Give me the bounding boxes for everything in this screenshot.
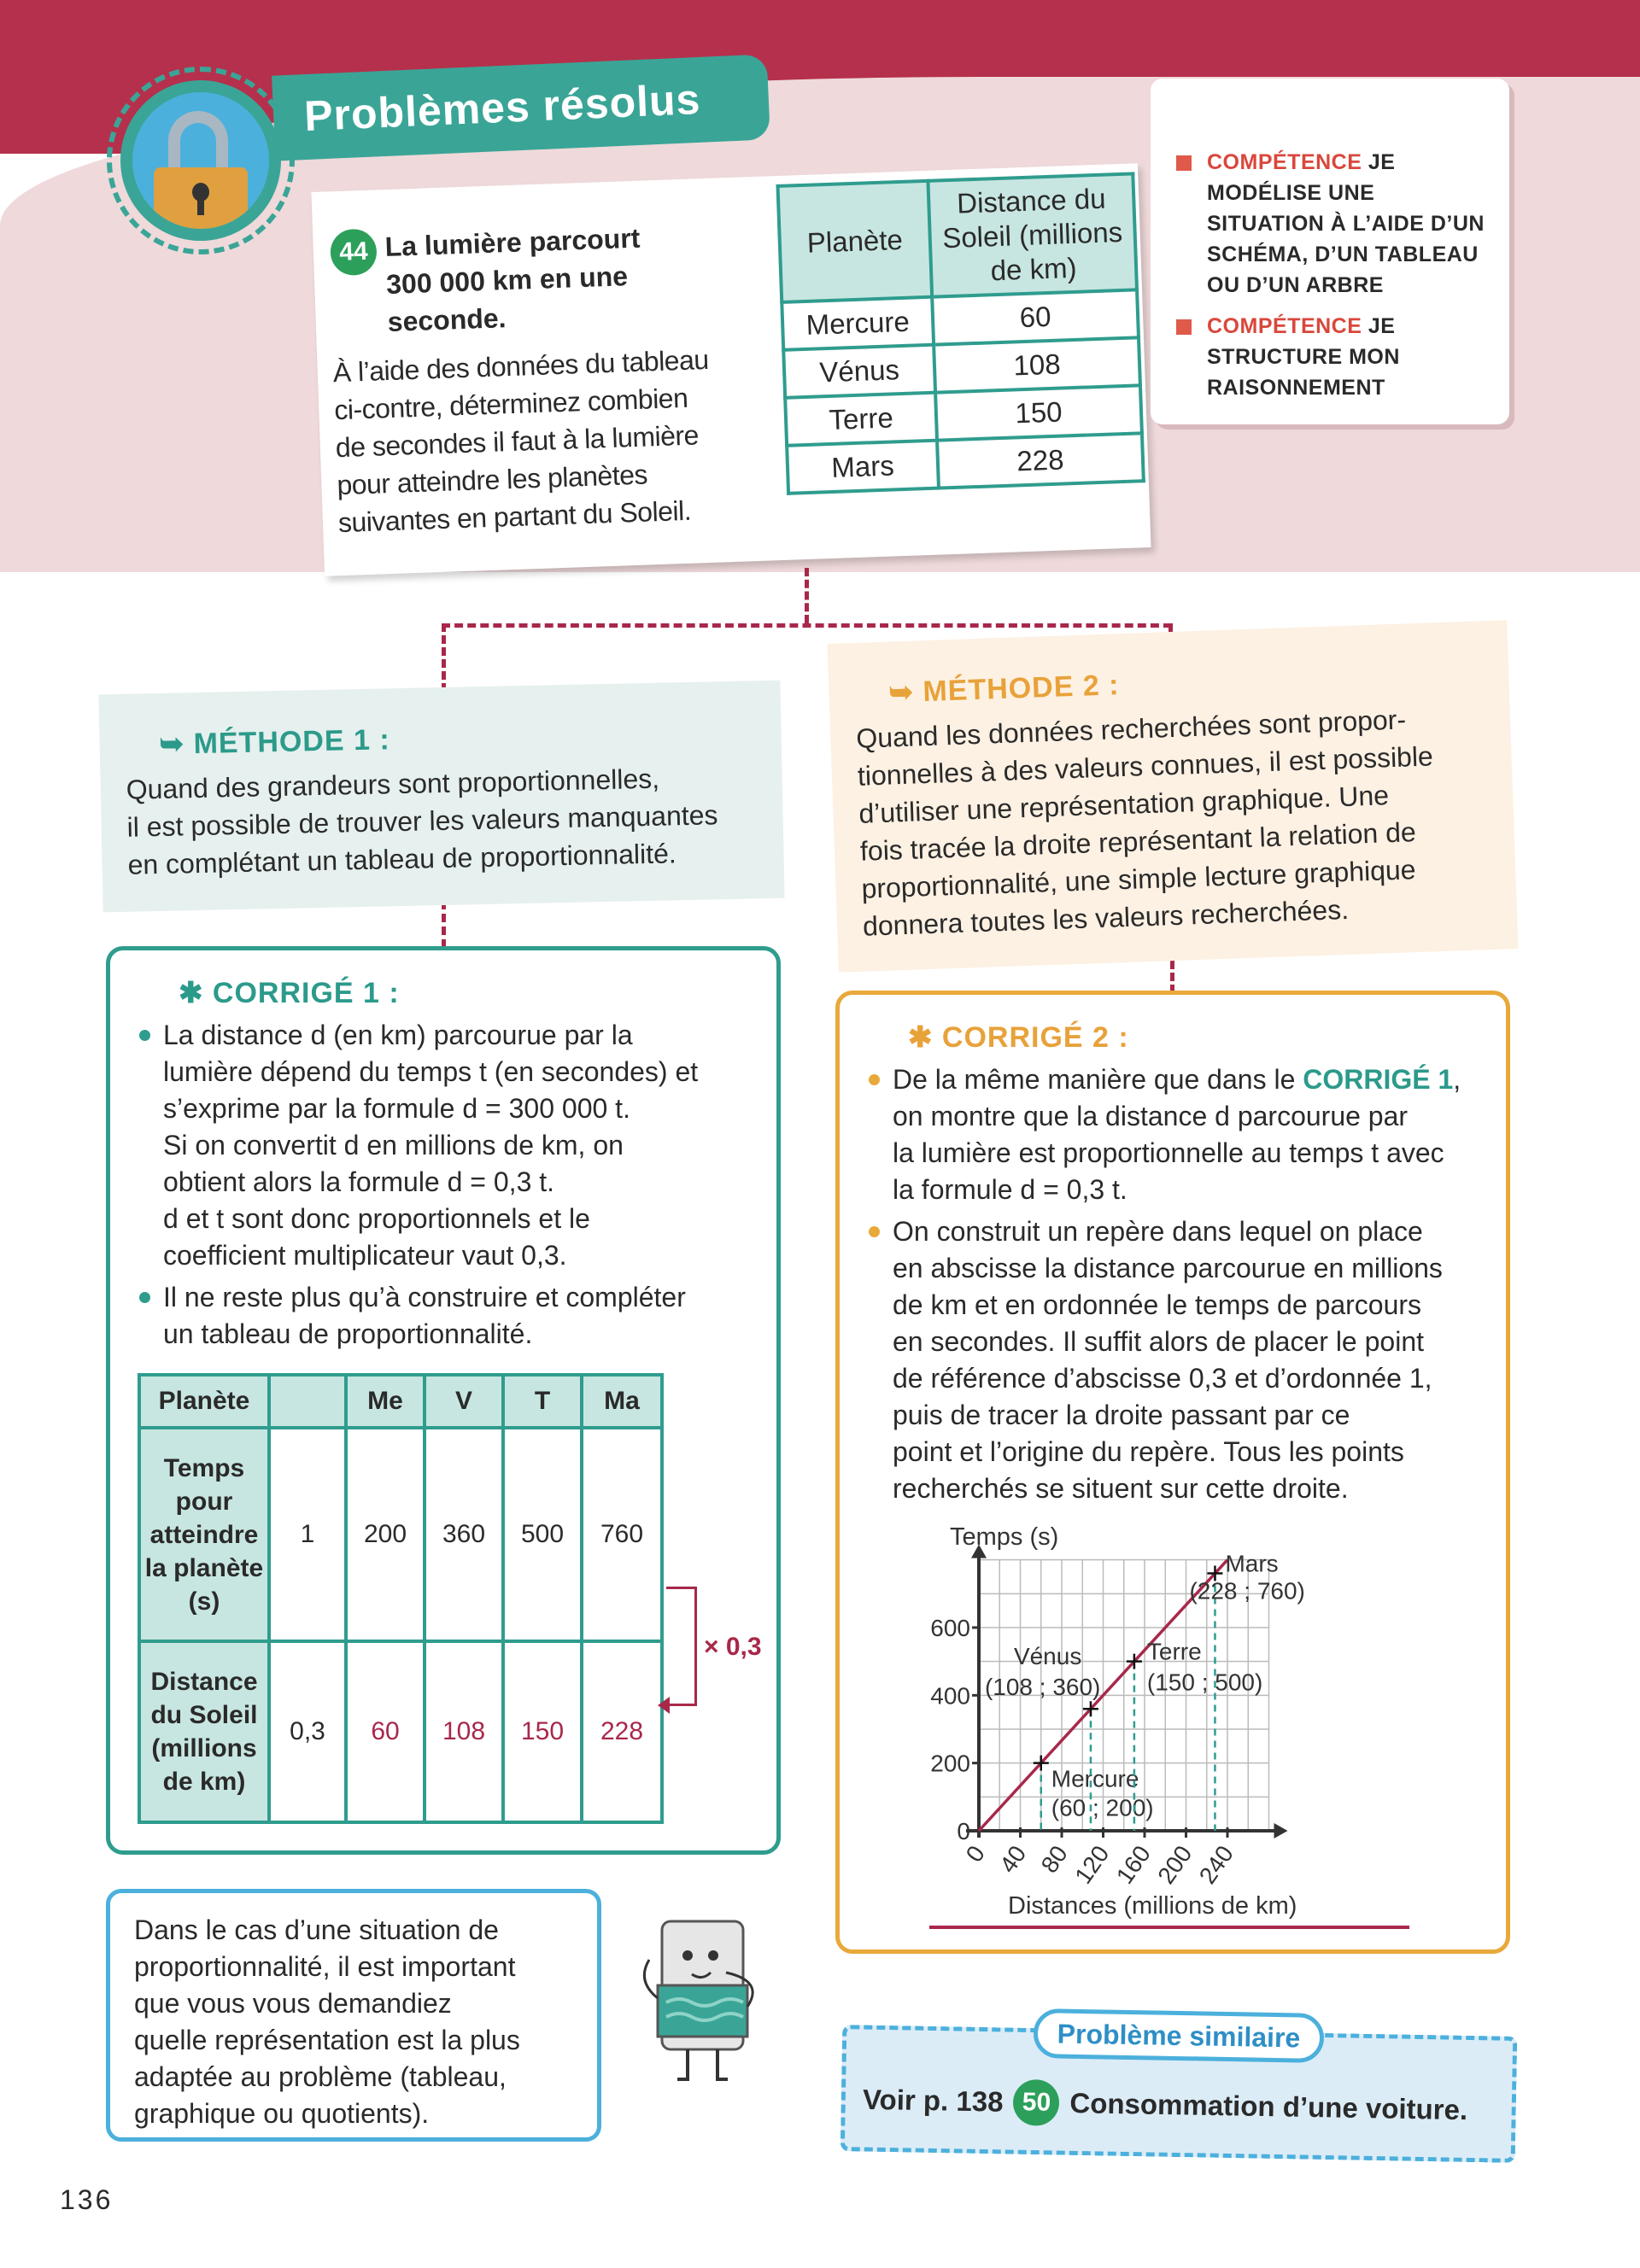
table-row <box>139 1428 662 1641</box>
text: , <box>1453 1064 1461 1095</box>
text-line: il est possible de trouver les valeurs manquantes <box>126 799 718 843</box>
x-axis-label: Distances (millions de km) <box>1008 1892 1297 1920</box>
text-line: on montre que la distance d parcourue par <box>893 1101 1409 1131</box>
text-line: Quand les données recherchées sont propor- <box>855 704 1407 754</box>
methode-2-title: ➥ MÉTHODE 2 : <box>887 669 1121 710</box>
table-header: Planète <box>778 181 933 302</box>
point-name: Mercure <box>1051 1765 1139 1792</box>
text-line: proportionnalité, une simple lecture graphique <box>860 854 1417 904</box>
competence-text: JE MODÉLISE UNE SITUATION À L’AIDE D’UN SCHÉMA, D’UN TABLEAU OU D’UN ARBRE <box>1207 150 1485 297</box>
x-tick-label: 200 <box>1152 1840 1198 1889</box>
text-line: point et l’origine du repère. Tous les points <box>893 1436 1404 1467</box>
cell: Vénus <box>783 345 935 398</box>
cell: 760 <box>582 1428 662 1641</box>
point-name: Terre <box>1146 1638 1202 1665</box>
text-line: La distance d (en km) parcourue par la <box>163 1020 633 1050</box>
y-axis-label: Temps (s) <box>950 1523 1059 1551</box>
text-line: d et t sont donc proportionnels et le <box>163 1203 590 1234</box>
corrige-reference: CORRIGÉ 1 <box>1303 1064 1454 1095</box>
text-line: proportionnalité, il est important <box>134 1951 516 1982</box>
problem-heading <box>330 218 675 342</box>
eraser-mascot-icon <box>632 1913 769 2109</box>
cell: 228 <box>937 433 1144 488</box>
x-tick-label: 240 <box>1193 1840 1239 1889</box>
methode-2-box <box>828 620 1519 973</box>
connector <box>805 568 809 623</box>
methode-2-text <box>856 698 1492 945</box>
text-line: Il ne reste plus qu’à construire et compléter <box>163 1282 686 1312</box>
connector <box>442 623 446 692</box>
y-tick-label: 0 <box>957 1818 970 1844</box>
point-name: Vénus <box>1013 1643 1082 1670</box>
text-line: pour atteindre les planètes <box>336 459 648 501</box>
text-line: en abscisse la distance parcourue en millions <box>893 1253 1443 1283</box>
text-line: graphique ou quotients). <box>134 2098 430 2129</box>
table-header: V <box>425 1375 503 1428</box>
competence-key: COMPÉTENCE <box>1207 150 1362 174</box>
x-tick-label: 40 <box>994 1840 1032 1878</box>
point-label: (150 ; 500) <box>1146 1669 1263 1696</box>
text-line: s’exprime par la formule d = 300 000 t. <box>163 1093 630 1124</box>
competence-text: JE STRUCTURE MON RAISONNEMENT <box>1207 314 1400 400</box>
table-header: T <box>503 1375 582 1428</box>
tip-bubble <box>106 1889 601 2142</box>
text-line: Si on convertit d en millions de km, on <box>163 1130 624 1160</box>
cell: 150 <box>935 385 1142 440</box>
point-name: Mars <box>1225 1550 1279 1577</box>
text-line: que vous vous demandiez <box>134 1988 452 2019</box>
text-line: obtient alors la formule d = 0,3 t. <box>163 1166 555 1197</box>
problem-number-badge: 44 <box>330 228 378 276</box>
text-line: de secondes il faut à la lumière <box>335 419 700 464</box>
table-header: Distance du Soleil (millions de km) <box>928 173 1137 296</box>
y-tick-label: 600 <box>930 1615 970 1641</box>
text-line: lumière dépend du temps t (en secondes) et <box>163 1056 699 1087</box>
methode-1-title: ➥ MÉTHODE 1 : <box>159 723 391 761</box>
bullet <box>865 1061 1480 1208</box>
multiplier-label: × 0,3 <box>704 1633 762 1661</box>
cell: 200 <box>346 1428 425 1641</box>
text-line: recherchés se situent sur cette droite. <box>893 1473 1349 1504</box>
corrige-2-title: ✱ CORRIGÉ 2 : <box>908 1021 1129 1054</box>
planet-distance-table <box>776 172 1145 494</box>
text-line: Dans le cas d’une situation de <box>134 1914 499 1945</box>
cell: Mars <box>787 441 939 494</box>
section-title: Problèmes résolus <box>272 54 770 161</box>
connector <box>442 901 446 948</box>
text-line: À l’aide des données du tableau <box>332 343 710 389</box>
bullet <box>136 1279 751 1353</box>
problem-number-badge: 50 <box>1013 2079 1060 2126</box>
x-axis-arrow-icon <box>1274 1823 1288 1838</box>
text-line: en secondes. Il suffit alors de placer le point <box>893 1326 1424 1357</box>
cell: Mercure <box>782 297 934 350</box>
page-number: 136 <box>60 2184 114 2215</box>
text-line: de km et en ordonnée le temps de parcours <box>893 1289 1422 1320</box>
point-label: (108 ; 360) <box>984 1674 1101 1701</box>
cell: 60 <box>346 1641 425 1822</box>
text-line: un tableau de proportionnalité. <box>163 1318 533 1349</box>
problem-text <box>332 338 782 541</box>
text-line: de référence d’abscisse 0,3 et d’ordonnée 1, <box>893 1363 1432 1394</box>
problem-card <box>311 163 1151 576</box>
y-tick-label: 400 <box>930 1682 970 1710</box>
table-row <box>139 1641 662 1822</box>
text-line: en complétant un tableau de proportionnalité. <box>127 838 677 880</box>
heading-line: seconde. <box>387 302 507 337</box>
corrige-1-title: ✱ CORRIGÉ 1 : <box>179 977 400 1009</box>
page-reference: Voir p. 138 <box>862 2083 1004 2118</box>
text-line: tionnelles à des valeurs connues, il est possible <box>857 740 1434 792</box>
competence-box <box>1151 79 1509 424</box>
text-line: coefficient multiplicateur vaut 0,3. <box>163 1240 567 1271</box>
point-label: (60 ; 200) <box>1051 1794 1154 1821</box>
table-header <box>269 1375 346 1428</box>
bullet <box>865 1213 1480 1507</box>
text-line: puis de tracer la droite passant par ce <box>893 1400 1350 1430</box>
cell: 108 <box>934 337 1140 392</box>
heading-line: 300 000 km en une <box>385 260 629 301</box>
cell: 1 <box>269 1428 346 1641</box>
cell: 0,3 <box>269 1641 346 1822</box>
table-header: Planète <box>139 1375 269 1428</box>
methode-1-text <box>126 757 758 883</box>
x-tick-label: 120 <box>1069 1840 1115 1889</box>
text-line: la formule d = 0,3 t. <box>893 1174 1128 1205</box>
text-line: fois tracée la droite représentant la relation de <box>859 816 1417 867</box>
heading-line: La lumière parcourt <box>384 222 641 263</box>
connector <box>1170 961 1174 993</box>
text-line: la lumière est proportionnelle au temps t avec <box>893 1137 1444 1168</box>
cell: 500 <box>503 1428 582 1641</box>
text-line: quelle représentation est la plus <box>134 2025 520 2055</box>
proportionality-chart <box>888 1516 1435 1926</box>
row-label: Distance du Soleil (millions de km) <box>139 1641 269 1822</box>
competence-item <box>1176 147 1492 301</box>
proportionality-table <box>138 1373 664 1824</box>
multiplier-arrow <box>666 1587 697 1706</box>
text-line: suivantes en partant du Soleil. <box>337 494 692 539</box>
bullet <box>136 1017 751 1274</box>
text: De la même manière que dans le <box>893 1064 1303 1095</box>
methode-1-box <box>98 681 784 913</box>
text-line: donnera toutes les valeurs recherchées. <box>862 893 1350 942</box>
text-line: Quand des grandeurs sont proportionnelles, <box>126 763 660 805</box>
cell: 228 <box>582 1641 662 1822</box>
connector <box>442 623 1172 628</box>
similar-problem-tab: Problème similaire <box>1034 2008 1325 2063</box>
table-header: Me <box>346 1375 425 1428</box>
cell: Terre <box>785 393 937 446</box>
y-tick-label: 200 <box>930 1750 970 1777</box>
cell: 360 <box>425 1428 503 1641</box>
x-tick-label: 160 <box>1110 1840 1156 1889</box>
competence-item <box>1176 311 1492 403</box>
similar-problem-title: Consommation d’une voiture. <box>1069 2087 1468 2126</box>
text-line: d’utiliser une représentation graphique. Une <box>858 780 1390 829</box>
text-line: adaptée au problème (tableau, <box>134 2061 507 2092</box>
corrige-1-box <box>106 946 781 1855</box>
text-line: ci-contre, déterminez combien <box>333 382 688 426</box>
cell: 150 <box>503 1641 582 1822</box>
competence-key: COMPÉTENCE <box>1207 314 1362 338</box>
cell: 60 <box>932 289 1139 344</box>
padlock-icon <box>107 67 295 254</box>
point-label: (228 ; 760) <box>1189 1577 1305 1605</box>
text-line: On construit un repère dans lequel on place <box>893 1216 1423 1247</box>
table-header: Ma <box>582 1375 662 1428</box>
divider <box>929 1926 1409 1929</box>
x-tick-label: 0 <box>960 1840 990 1868</box>
row-label: Temps pour atteindre la planète (s) <box>139 1428 269 1641</box>
x-tick-label: 80 <box>1035 1840 1073 1878</box>
cell: 108 <box>425 1641 503 1822</box>
